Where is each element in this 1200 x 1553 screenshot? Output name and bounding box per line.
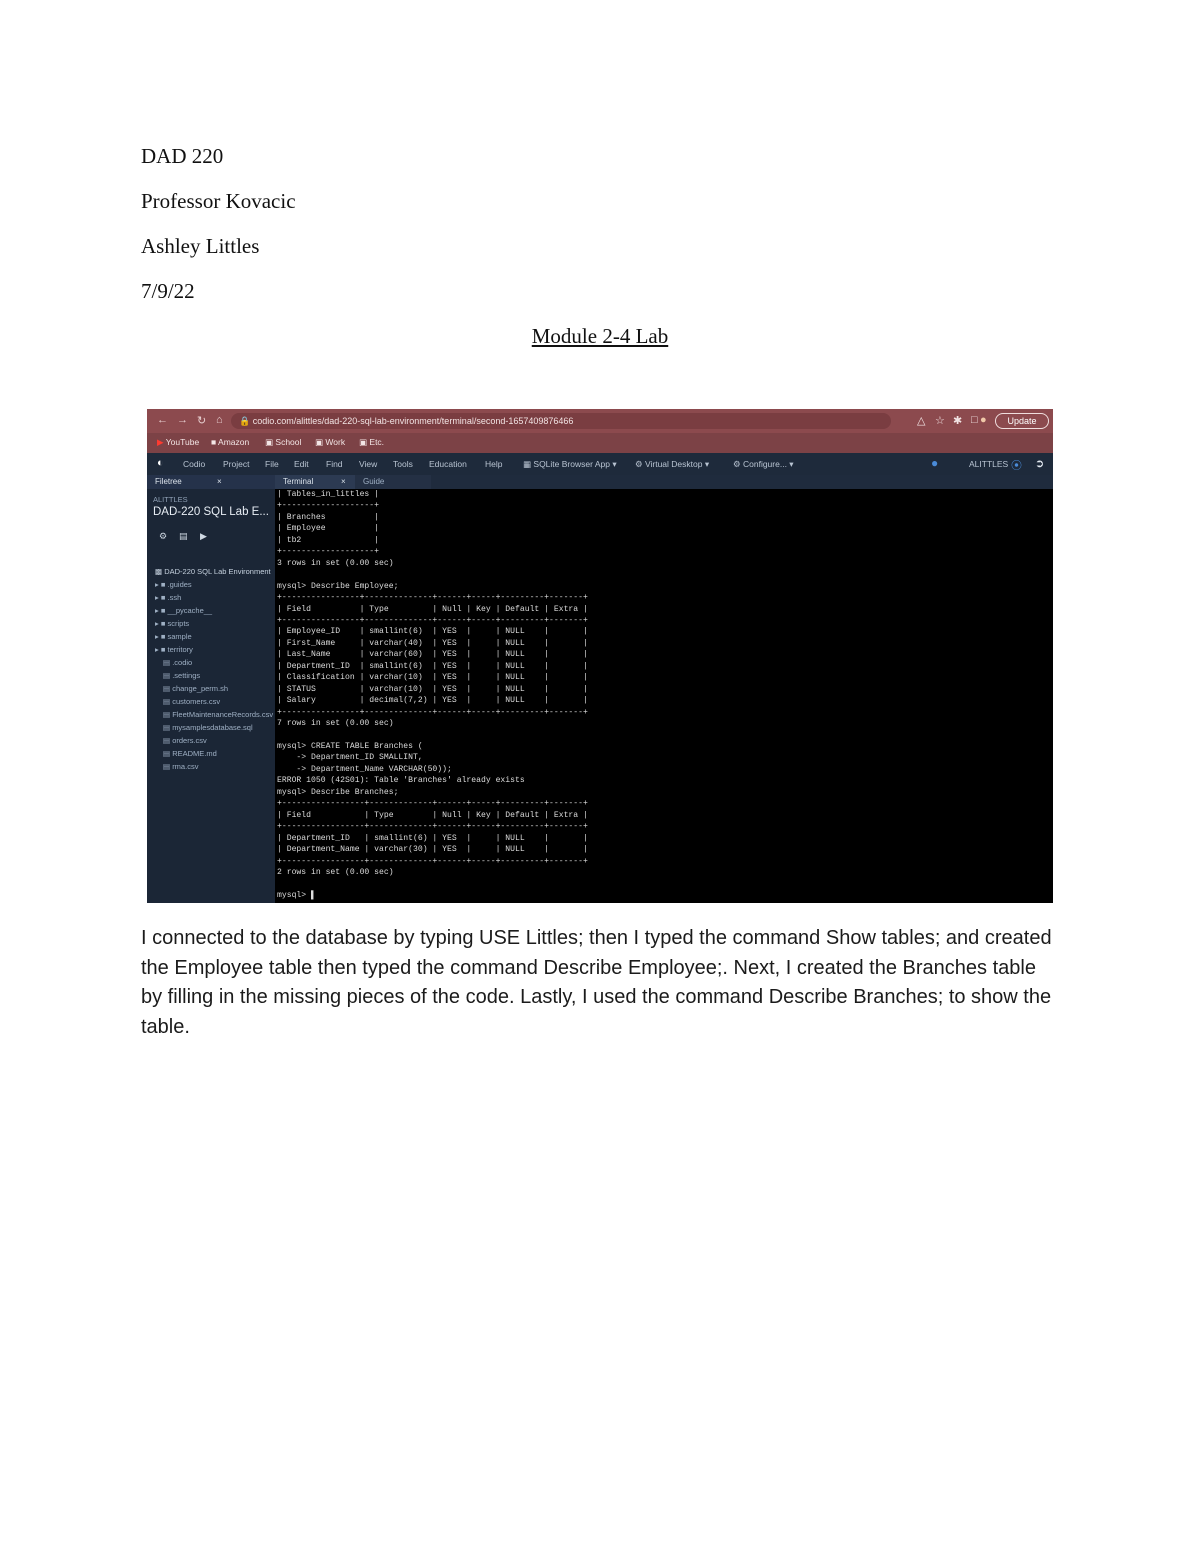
run-icon[interactable]: ▶ (200, 531, 207, 541)
student-line: Ashley Littles (141, 234, 260, 258)
folder-icon: ▣ (265, 437, 274, 447)
menu-education[interactable]: Education (429, 459, 467, 469)
terminal-line: mysql> CREATE TABLE Branches ( (277, 741, 423, 751)
terminal-line: | First_Name | varchar(40) | YES | | NULL | | (277, 638, 588, 648)
tree-folder-guides[interactable]: ▸ ■ .guides (155, 580, 192, 589)
terminal-line: | Employee | (277, 524, 379, 534)
file-icon: ▤ (163, 749, 171, 758)
file-icon: ▤ (163, 671, 171, 680)
embedded-screenshot (147, 409, 1053, 903)
bookmark-amazon[interactable]: ■ Amazon (211, 437, 250, 447)
document-title: Module 2-4 Lab (531, 324, 669, 348)
menu-sqlite-browser[interactable]: ▦ SQLite Browser App ▾ (523, 459, 617, 469)
terminal-line: | Last_Name | varchar(60) | YES | | NULL | | (277, 650, 588, 660)
extensions-icon[interactable]: ✱ (953, 415, 963, 427)
terminal-line: | Employee_ID | smallint(6) | YES | | NULL | | (277, 627, 588, 637)
tree-file[interactable]: ▤ mysamplesdatabase.sql (163, 723, 253, 732)
file-icon: ▤ (163, 710, 171, 719)
terminal-line (277, 878, 1053, 889)
terminal-line: | Branches | (277, 512, 379, 522)
tree-file[interactable]: ▤ customers.csv (163, 697, 221, 706)
panel-icon[interactable]: ▤ (179, 531, 188, 541)
close-icon[interactable]: × (217, 477, 222, 486)
tree-file[interactable]: ▤ change_perm.sh (163, 684, 229, 693)
file-icon: ▤ (163, 684, 171, 693)
update-button[interactable]: Update (995, 413, 1049, 429)
terminal-line: | Salary | decimal(7,2) | YES | | NULL | | (277, 696, 588, 706)
terminal-line: | Tables_in_littles | (277, 490, 379, 499)
terminal-line: +-------------------+ (277, 547, 379, 557)
bookmarks-bar (147, 433, 1053, 453)
terminal-line: +----------------+--------------+------+-----+---------+-------+ (277, 593, 588, 603)
project-name: DAD-220 SQL Lab E... (153, 506, 269, 518)
forward-icon[interactable]: → (177, 414, 188, 426)
bookmark-work[interactable]: ▣ Work (315, 437, 346, 447)
tab-guide[interactable]: Guide (355, 475, 431, 489)
folder-icon: ■ (160, 619, 166, 628)
back-icon[interactable]: ← (157, 414, 168, 426)
tree-folder-pycache[interactable]: ▸ ■ __pycache__ (155, 606, 213, 615)
terminal-line: | tb2 | (277, 535, 379, 545)
url-text: codio.com/alittles/dad-220-sql-lab-environment/terminal/second-1657409876466 (252, 416, 574, 426)
file-icon: ▤ (163, 697, 171, 706)
close-icon[interactable]: × (341, 477, 346, 486)
tree-file[interactable]: ▤ README.md (163, 749, 217, 758)
codio-menubar (147, 453, 1053, 475)
terminal-line (277, 569, 1053, 580)
address-bar[interactable]: 🔒 codio.com/alittles/dad-220-sql-lab-environment/terminal/second-1657409876466 (231, 413, 891, 429)
filetree-sidebar (147, 475, 275, 903)
logout-icon[interactable]: ➲ (1035, 458, 1045, 470)
tree-folder-territory[interactable]: ▸ ■ territory (155, 645, 193, 654)
reload-icon[interactable]: ↻ (197, 415, 207, 427)
terminal-line: 7 rows in set (0.00 sec) (277, 719, 394, 729)
tree-folder-sample[interactable]: ▸ ■ sample (155, 632, 192, 641)
youtube-icon: ▶ (157, 437, 164, 447)
home-icon[interactable]: ⌂ (216, 414, 223, 426)
window-icon[interactable]: □ (971, 414, 978, 426)
menu-configure[interactable]: ⚙ Configure... ▾ (733, 459, 794, 469)
terminal-line: | STATUS | varchar(10) | YES | | NULL | | (277, 684, 588, 694)
codio-logo-icon: ◐ (157, 457, 164, 469)
tree-file[interactable]: ▤ .settings (163, 671, 201, 680)
menu-project[interactable]: Project (223, 459, 250, 469)
terminal-line: | Department_Name | varchar(30) | YES | | NULL | | (277, 845, 588, 855)
user-label[interactable]: ALITTLES (969, 459, 1009, 469)
tree-root[interactable]: ▩ DAD-220 SQL Lab Environment (155, 567, 271, 576)
file-icon: ▤ (163, 736, 171, 745)
menu-view[interactable]: View (359, 459, 378, 469)
professor-line: Professor Kovacic (141, 189, 296, 213)
date-line: 7/9/22 (141, 279, 195, 303)
terminal-line: -> Department_Name VARCHAR(50)); (277, 764, 452, 774)
star-icon[interactable]: ☆ (935, 415, 945, 427)
terminal-line: +-----------------+-------------+------+-----+---------+-------+ (277, 856, 588, 866)
terminal-line: 2 rows in set (0.00 sec) (277, 867, 394, 877)
file-icon: ▤ (163, 723, 171, 732)
tree-file[interactable]: ▤ rma.csv (163, 762, 199, 771)
tree-file[interactable]: ▤ orders.csv (163, 736, 207, 745)
gear-icon[interactable]: ⚙ (159, 531, 168, 541)
share-icon[interactable]: △ (917, 415, 926, 427)
lock-icon: ▩ (155, 567, 163, 576)
bookmark-etc[interactable]: ▣ Etc. (359, 437, 385, 447)
terminal-line: 3 rows in set (0.00 sec) (277, 558, 394, 568)
terminal-line (277, 730, 1053, 741)
menu-virtual-desktop[interactable]: ⚙ Virtual Desktop ▾ (635, 459, 710, 469)
terminal-line: -> Department_ID SMALLINT, (277, 753, 423, 763)
file-icon: ▤ (163, 762, 171, 771)
terminal-line: +----------------+--------------+------+-----+---------+-------+ (277, 615, 588, 625)
terminal-line: mysql> Describe Branches; (277, 787, 399, 797)
menu-edit[interactable]: Edit (294, 459, 309, 469)
status-circle-icon[interactable]: ● (931, 456, 939, 470)
folder-icon: ▣ (359, 437, 368, 447)
menu-help[interactable]: Help (485, 459, 503, 469)
terminal-line: | Field | Type | Null | Key | Default | Extra | (277, 604, 588, 614)
folder-icon: ■ (160, 632, 166, 641)
editor-tabs (275, 475, 1053, 489)
bookmark-youtube[interactable]: ▶ YouTube (157, 437, 200, 447)
folder-icon: ■ (160, 645, 166, 654)
file-icon: ▤ (163, 658, 171, 667)
terminal-line: mysql> Describe Employee; (277, 581, 399, 591)
lab-description: I connected to the database by typing USE Littles; then I typed the command Show tables; and created the Employee table then typed the command Describe Employee;. Next, I created the Branches table by filling in the missing pieces of the code. Lastly, I used the command Describe Branches; to show the table. (141, 927, 1052, 1038)
menu-tools[interactable]: Tools (393, 459, 413, 469)
menu-codio[interactable]: Codio (183, 459, 206, 469)
tree-folder-ssh[interactable]: ▸ ■ .ssh (155, 593, 182, 602)
menu-find[interactable]: Find (326, 459, 343, 469)
terminal-line: +----------------+--------------+------+-----+---------+-------+ (277, 707, 588, 717)
terminal-line: | Field | Type | Null | Key | Default | Extra | (277, 810, 588, 820)
settings-icon[interactable]: ⦿ (1011, 460, 1022, 472)
tree-file[interactable]: ▤ .codio (163, 658, 193, 667)
terminal-line: | Department_ID | smallint(6) | YES | | NULL | | (277, 833, 588, 843)
terminal-line: +-----------------+-------------+------+-----+---------+-------+ (277, 799, 588, 809)
terminal-line: +-------------------+ (277, 501, 379, 511)
terminal-line: | Classification | varchar(10) | YES | | NULL | | (277, 673, 588, 683)
terminal-line: ERROR 1050 (42S01): Table 'Branches' already exists (277, 776, 525, 786)
folder-icon: ▣ (315, 437, 324, 447)
terminal-line: | Department_ID | smallint(6) | YES | | NULL | | (277, 661, 588, 671)
tree-folder-scripts[interactable]: ▸ ■ scripts (155, 619, 190, 628)
bookmark-school[interactable]: ▣ School (265, 437, 302, 447)
tree-file[interactable]: ▤ FleetMaintenanceRecords.csv (163, 710, 274, 719)
folder-icon: ■ (160, 606, 166, 615)
sidebar-user: ALITTLES (153, 495, 188, 504)
avatar[interactable]: ● (980, 414, 987, 426)
browser-toolbar (147, 409, 1053, 433)
terminal-output[interactable] (277, 489, 1053, 903)
folder-icon: ■ (160, 580, 166, 589)
menu-file[interactable]: File (265, 459, 279, 469)
folder-icon: ■ (160, 593, 166, 602)
course-line: DAD 220 (141, 144, 224, 168)
filetree-tab[interactable]: Filetree × (147, 475, 275, 489)
amazon-icon: ■ (211, 437, 217, 447)
tab-terminal[interactable]: Terminal × (275, 475, 355, 489)
terminal-line: +-----------------+-------------+------+-----+---------+-------+ (277, 822, 588, 832)
terminal-line: mysql> ▌ (277, 890, 316, 900)
